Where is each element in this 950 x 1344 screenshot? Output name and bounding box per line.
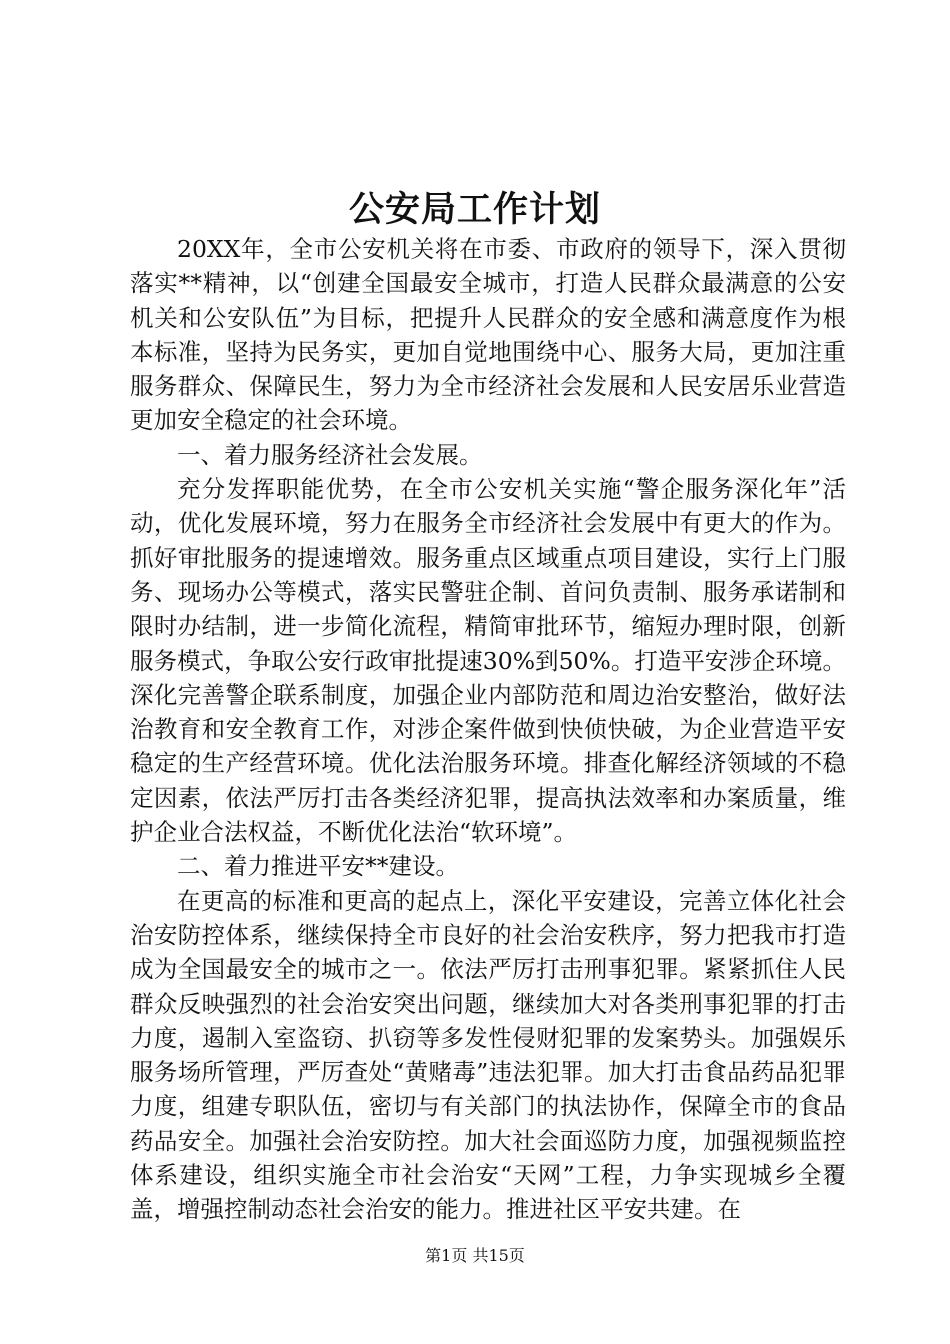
page-title: 公安局工作计划 (348, 190, 601, 230)
page-number-footer: 第1页 共15页 (425, 1246, 525, 1265)
section-heading-2: 二、着力推进平安**建设。 (177, 852, 459, 881)
section-1-paragraph: 充分发挥职能优势，在全市公安机关实施“警企服务深化年”活动，优化发展环境，努力在服务全市经济社会发展中有更大的作为。抓好审批服务的提速增效。服务重点区域重点项目建设，实行上门服务、现场办公等模式，落实民警驻企制、首问负责制、服务承诺制和限时办结制，进一步简化流程，精简审批环节，缩短办理时限，创新服务模式，争取公安行政审批提速30%到50%。打造平安涉企环境。深化完善警企联系制度，加强企业内部防范和周边治安整治，做好法治教育和安全教育工作，对涉企案件做到快侦快破，为企业营造平安稳定的生产经营环境。优化法治服务环境。排查化解经济领域的不稳定因素，依法严厉打击各类经济犯罪，提高执法效率和办案质量，维护企业合法权益，不断优化法治“软环境”。 (130, 475, 846, 847)
document-body (130, 232, 846, 1227)
section-heading-1: 一、着力服务经济社会发展。 (177, 440, 483, 469)
intro-paragraph: 20XX年，全市公安机关将在市委、市政府的领导下，深入贯彻落实**精神，以“创建全国最安全城市，打造人民群众最满意的公安机关和公安队伍”为目标，把提升人民群众的安全感和满意度作为根本标准，坚持为民务实，更加自觉地围绕中心、服务大局，更加注重服务群众、保障民生，努力为全市经济社会发展和人民安居乐业营造更加安全稳定的社会环境。 (130, 235, 846, 435)
section-2-paragraph: 在更高的标准和更高的起点上，深化平安建设，完善立体化社会治安防控体系，继续保持全市良好的社会治安秩序，努力把我市打造成为全国最安全的城市之一。依法严厉打击刑事犯罪。紧紧抓住人民群众反映强烈的社会治安突出问题，继续加大对各类刑事犯罪的打击力度，遏制入室盗窃、扒窃等多发性侵财犯罪的发案势头。加强娱乐服务场所管理，严厉查处“黄赌毒”违法犯罪。加大打击食品药品犯罪力度，组建专职队伍，密切与有关部门的执法协作，保障全市的食品药品安全。加强社会治安防控。加大社会面巡防力度，加强视频监控体系建设，组织实施全市社会治安“天网”工程，力争实现城乡全覆盖，增强控制动态社会治安的能力。推进社区平安共建。在 (130, 886, 846, 1224)
